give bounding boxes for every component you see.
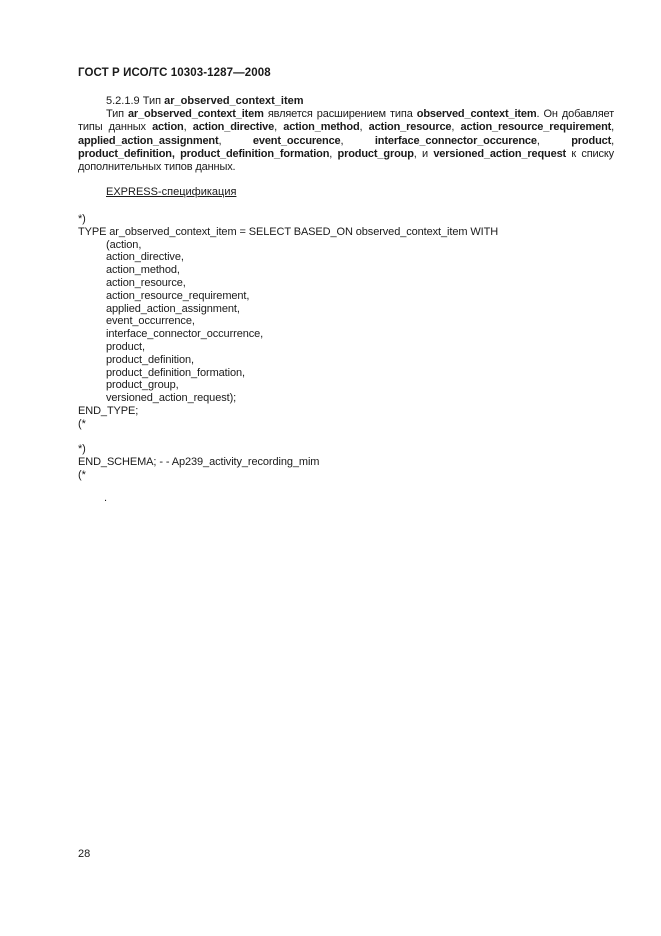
para-text-and: , и bbox=[413, 147, 434, 160]
standard-header: ГОСТ Р ИСО/ТС 10303-1287—2008 bbox=[78, 67, 271, 79]
para-item: product_definition_formation bbox=[180, 147, 330, 160]
express-code-block bbox=[78, 213, 498, 482]
code-blank-line bbox=[78, 431, 498, 444]
code-line: (action, bbox=[106, 238, 142, 251]
code-line: interface_connector_occurrence, bbox=[106, 328, 264, 341]
code-line: versioned_action_request); bbox=[106, 392, 237, 405]
code-line: (* bbox=[78, 468, 86, 481]
page-number: 28 bbox=[78, 848, 91, 860]
code-line: action_resource, bbox=[106, 276, 186, 289]
para-item: action_method bbox=[283, 121, 360, 134]
para-last-item: versioned_action_request bbox=[433, 147, 567, 160]
description-paragraph: Тип ar_observed_context_item является расширением типа observed_context_item. Он добавляет типы данных action, action_directive, action_method, action_resource, action_resource_requirement, applied_action_assignment, event_occurence, interface_connector_occurence, product, product_definition, product_definition_formation, product_group, и versioned_action_request к списку дополнительных типов данных. bbox=[78, 108, 615, 174]
code-line: action_resource_requirement, bbox=[106, 289, 250, 302]
code-line: *) bbox=[78, 213, 86, 225]
para-item: action bbox=[152, 121, 184, 134]
code-line: applied_action_assignment, bbox=[106, 302, 240, 315]
section-heading bbox=[106, 95, 304, 107]
code-line: event_occurrence, bbox=[106, 315, 195, 328]
code-line: *) bbox=[78, 443, 86, 456]
code-line: END_TYPE; bbox=[78, 404, 139, 417]
para-item: action_directive bbox=[192, 121, 275, 134]
section-type-name: ar_observed_context_item bbox=[164, 95, 304, 107]
para-item: event_occurence bbox=[252, 134, 341, 147]
para-item: interface_connector_occurence bbox=[374, 134, 537, 147]
section-number: 5.2.1.9 bbox=[106, 95, 140, 107]
code-line: action_method, bbox=[106, 264, 180, 277]
para-text-adds: . Он добавляет типы данных bbox=[78, 108, 614, 134]
para-text-end: к списку дополнительных типов данных. bbox=[78, 147, 615, 174]
para-base-type: observed_context_item bbox=[416, 108, 537, 120]
code-line: action_directive, bbox=[106, 251, 184, 264]
code-line: product, bbox=[106, 340, 145, 353]
code-line: product_group, bbox=[106, 379, 179, 392]
para-type-name: ar_observed_context_item bbox=[127, 108, 264, 120]
para-item: product bbox=[571, 134, 612, 147]
para-item: action_resource bbox=[368, 121, 452, 134]
para-item: action_resource_requirement bbox=[460, 121, 612, 134]
para-item: product_definition, bbox=[78, 147, 175, 160]
express-spec-label: EXPRESS-спецификация bbox=[106, 186, 237, 198]
code-line: product_definition_formation, bbox=[106, 366, 245, 379]
section-prefix: Тип bbox=[142, 95, 162, 107]
trailing-dot: . bbox=[104, 492, 108, 504]
code-line: product_definition, bbox=[106, 353, 194, 366]
para-item: applied_action_assignment bbox=[78, 134, 219, 147]
code-line: (* bbox=[78, 417, 86, 430]
para-item: product_group bbox=[337, 147, 414, 160]
code-line: TYPE ar_observed_context_item = SELECT BASED_ON observed_context_item WITH bbox=[78, 225, 499, 238]
code-line: END_SCHEMA; - - Ap239_activity_recording_mim bbox=[78, 456, 320, 469]
para-text-is-extension: является расширением типа bbox=[263, 108, 417, 120]
para-text-type: Тип bbox=[106, 108, 128, 120]
